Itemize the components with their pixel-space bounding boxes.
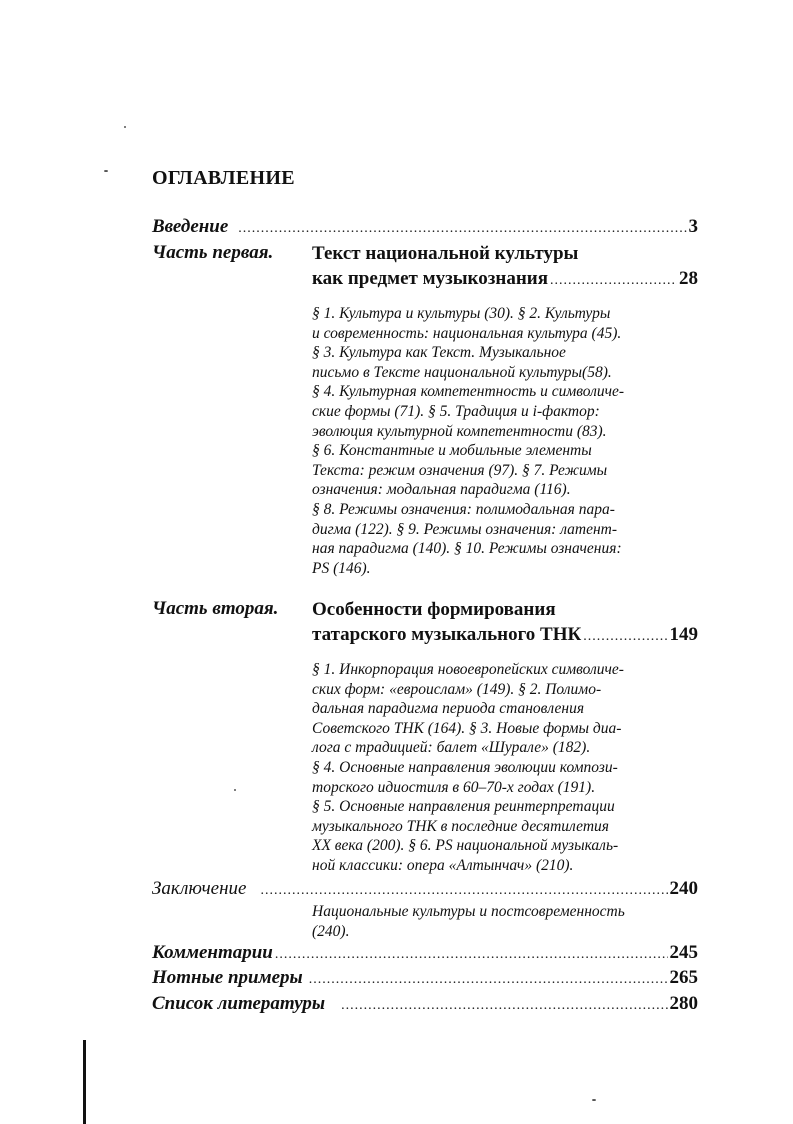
examples-label: Нотные примеры [152,967,303,988]
conclusion-label: Заключение [152,878,247,899]
conclusion-page: 240 [669,878,698,899]
section-line: ной классики: опера «Алтынчач» (210). [312,856,574,874]
dot-leader [583,629,667,645]
section-line: ские формы (71). § 5. Традиция и i-фактор: [312,402,600,420]
scan-speck [234,789,236,791]
section-line: § 8. Режимы означения: полимодальная пара- [312,500,615,518]
section-line: Советского ТНК (164). § 3. Новые формы диа- [312,719,622,737]
section-line: музыкального ТНК в последние десятилетия [312,817,609,835]
dot-leader [341,998,667,1014]
section-line: XX века (200). § 6. PS национальной музыкаль- [312,837,619,855]
section-line: дигма (122). § 9. Режимы означения: латент- [312,520,618,538]
scan-speck [124,126,126,128]
section-line: Национальные культуры и постсовременность [312,903,625,920]
section-line: дальная парадигма периода становления [312,700,585,718]
section-line: Текста: режим означения (97). § 7. Режимы [312,461,608,479]
section-line: § 1. Инкорпорация новоевропейских символиче- [312,661,624,678]
section-line: § 4. Основные направления эволюции компози- [312,758,618,776]
dot-leader [275,947,668,963]
toc-entry-examples[interactable] [152,967,698,989]
comments-page: 245 [669,942,698,963]
section-line: и современность: национальная культура (45). [312,324,622,342]
examples-page: 265 [669,967,698,988]
dot-leader [238,221,686,237]
dot-leader [260,883,667,899]
section-line: PS (146). [312,559,371,577]
section-line: означения: модальная парадигма (116). [312,481,571,499]
section-line: (240). [312,922,350,940]
section-line: § 4. Культурная компетентность и символиче- [312,383,625,401]
section-line: § 5. Основные направления реинтерпретации [312,798,615,816]
section-line: эволюция культурной компетентности (83). [312,422,607,440]
toc-entry-intro[interactable] [152,216,698,238]
part2-title-line2: татарского музыкального ТНК [312,624,582,645]
scan-edge-line [83,1040,86,1124]
part2-page: 149 [669,624,698,645]
comments-label: Комментарии [152,942,273,963]
section-line: ских форм: «евроислам» (149). § 2. Полимо- [312,680,602,698]
intro-label: Введение [152,216,229,237]
part1-sections [312,304,690,578]
scan-speck [104,170,108,172]
dot-leader [550,273,677,289]
section-line: ная парадигма (140). § 10. Режимы означения: [312,540,622,558]
literature-label: Список литературы [152,993,326,1014]
toc-entry-comments[interactable] [152,942,698,964]
section-line: торского идиостиля в 60–70-х годах (191). [312,778,596,796]
section-line: письмо в Тексте национальной культуры(58). [312,363,612,381]
toc-entry-part1[interactable] [312,266,698,291]
part2-sections [312,660,690,876]
part1-label: Часть первая. [152,242,274,263]
toc-heading: ОГЛАВЛЕНИЕ [152,167,295,189]
section-line: § 3. Культура как Текст. Музыкальное [312,344,566,362]
part2-title-line1[interactable]: Особенности формирования [312,599,556,620]
intro-page: 3 [688,216,698,237]
section-line: § 6. Константные и мобильные элементы [312,442,592,460]
toc-entry-literature[interactable] [152,993,698,1015]
dot-leader [309,972,668,988]
conclusion-sections [312,902,690,941]
literature-page: 280 [669,993,698,1014]
part1-title-line1[interactable]: Текст национальной культуры [312,243,579,264]
section-line: § 1. Культура и культуры (30). § 2. Культуры [312,305,611,322]
part1-title-line2: как предмет музыкознания [312,268,548,289]
section-line: лога с традицией: балет «Шурале» (182). [312,739,591,757]
part2-label: Часть вторая. [152,598,279,619]
scan-speck [592,1099,596,1101]
toc-entry-part2[interactable] [312,622,698,647]
part1-page: 28 [679,268,698,289]
toc-entry-conclusion[interactable] [152,878,698,900]
